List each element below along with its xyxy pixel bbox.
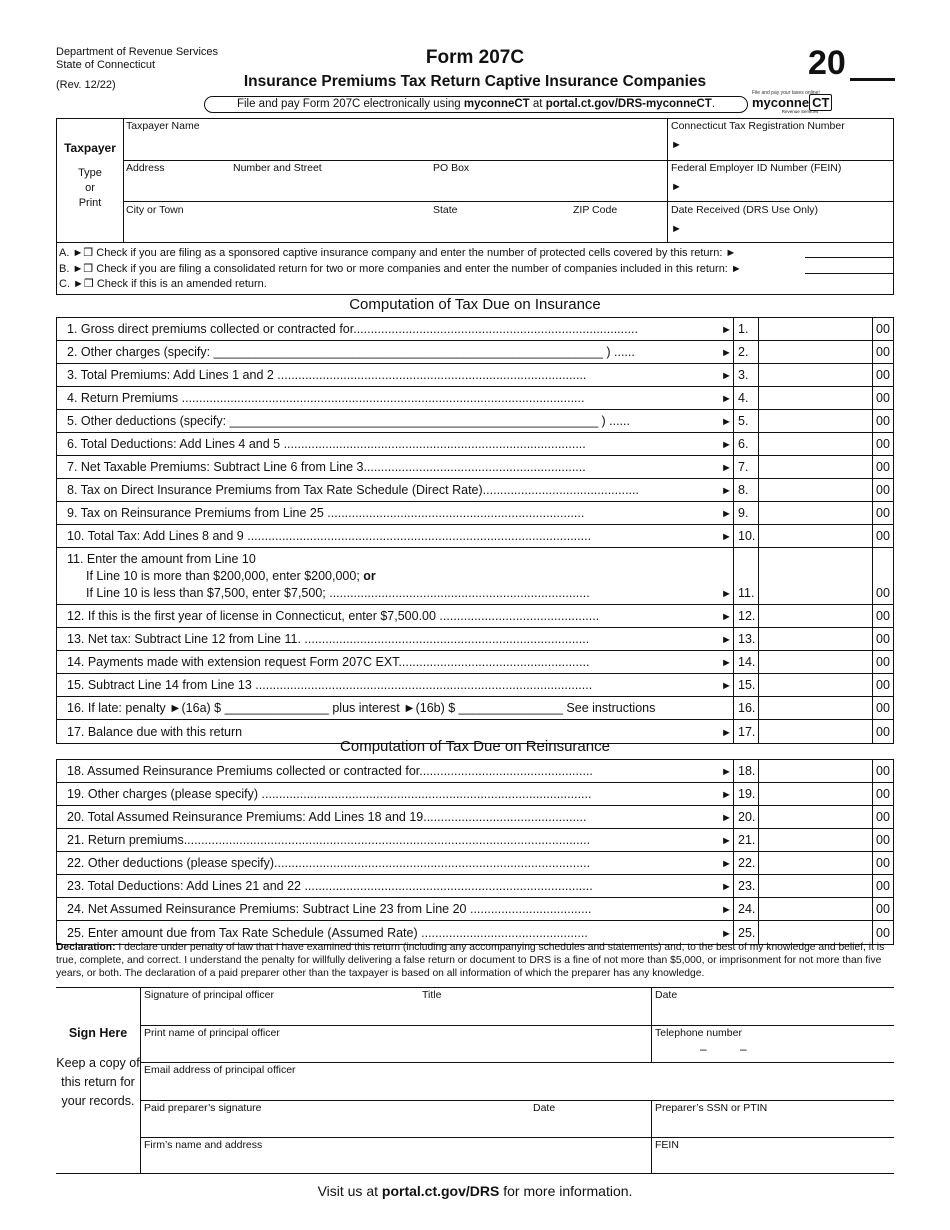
logo-ct: CT [809,94,832,111]
table-row [57,605,893,628]
cents-field[interactable]: 00 [876,655,890,669]
table-row [57,525,893,548]
po-box-label: PO Box [433,162,470,174]
line-arrow: ► [721,881,732,893]
city-label: City or Town [126,204,184,216]
line-number-cell [733,898,759,920]
line-number-cell [733,456,759,478]
table-row [57,387,893,410]
line-number: 16. [738,701,756,715]
line-number-cell [733,605,759,627]
cents-field[interactable]: 00 [876,701,890,715]
myconnect-logo [752,90,848,114]
taxpayer-info-box [56,118,894,243]
line-arrow: ► [721,588,732,600]
table-row [57,628,893,651]
line-number: 20. [738,810,756,824]
officer-date-field[interactable] [651,988,894,1025]
filing-checkboxes [56,243,894,295]
amount-field[interactable] [759,364,873,386]
print-name-field[interactable] [140,1025,651,1062]
line-description: 22. Other deductions (please specify)........................................................................................... [67,856,591,870]
declaration-label: Declaration: [56,942,116,953]
efile-period: . [711,98,716,110]
line-description: 24. Net Assumed Reinsurance Premiums: Subtract Line 23 from Line 20 ................................... [67,902,592,916]
line-number-cell [733,829,759,851]
cents-field[interactable]: 00 [876,483,890,497]
declaration [56,941,896,980]
line-arrow: ► [721,416,732,428]
state-name: State of Connecticut [56,59,156,71]
line-number-cell [733,674,759,696]
section-insurance-title: Computation of Tax Due on Insurance [349,296,601,313]
taxpayer-side-or: or [85,182,95,194]
line-arrow: ► [721,634,732,646]
line-arrow: ► [721,680,732,692]
line-description: 10. Total Tax: Add Lines 8 and 9 ................................................................................................... [67,529,592,543]
line-arrow: ► [721,766,732,778]
line-number-cell [733,651,759,673]
officer-signature-label: Signature of principal officer [144,989,274,1001]
amount-field[interactable] [759,783,873,805]
line-number-cell [733,341,759,363]
email-label: Email address of principal officer [144,1064,296,1076]
cents-field[interactable]: 00 [876,856,890,870]
footer [0,1183,950,1199]
cents-field[interactable]: 00 [876,414,890,428]
firm-field[interactable] [140,1137,651,1174]
email-field[interactable] [140,1062,894,1100]
amount-field[interactable] [759,806,873,828]
footer-text-end: for more information. [499,1183,633,1199]
line-description: 25. Enter amount due from Tax Rate Schedule (Assumed Rate) ................................................ [67,926,588,940]
cents-field[interactable]: 00 [876,345,890,359]
tax-year-field[interactable] [850,78,895,81]
line-number-cell [733,548,759,604]
line-number: 21. [738,833,756,847]
line-description: 13. Net tax: Subtract Line 12 from Line 11. .................................................................................. [67,632,590,646]
preparer-date-label: Date [533,1102,556,1114]
table-row [57,456,893,479]
table-row [57,410,893,433]
amount-field[interactable] [759,875,873,897]
officer-title-label: Title [422,989,442,1001]
line-number-cell [733,387,759,409]
cents-field[interactable]: 00 [876,725,890,739]
line-number: 2. [738,345,749,359]
line-number: 9. [738,506,749,520]
officer-signature-field[interactable] [140,988,651,1025]
amount-field[interactable] [759,605,873,627]
line-arrow: ► [721,393,732,405]
line-description: 12. If this is the first year of license in Connecticut, enter $7,500.00 .............................................. [67,609,600,623]
preparer-signature-field[interactable] [140,1100,651,1137]
cents-field[interactable]: 00 [876,926,890,940]
taxpayer-name-field[interactable] [123,119,667,160]
logo-word: myconne [752,95,810,110]
firm-label: Firm’s name and address [144,1139,263,1151]
table-row [57,341,893,364]
companies-count-field[interactable] [805,264,893,274]
ct-reg-number-label: Connecticut Tax Registration Number [671,120,845,132]
line-number: 1. [738,322,749,336]
amount-field[interactable] [759,341,873,363]
amount-field[interactable] [759,548,873,604]
taxpayer-side-title: Taxpayer [64,141,116,155]
line-number: 14. [738,655,756,669]
line-arrow: ► [721,531,732,543]
line-number: 25. [738,926,756,940]
form-subtitle: Insurance Premiums Tax Return Captive Insurance Companies [243,73,707,90]
line-description: 8. Tax on Direct Insurance Premiums from Tax Rate Schedule (Direct Rate)............................................. [67,483,639,497]
line-number: 15. [738,678,756,692]
line-number: 23. [738,879,756,893]
line-description: 16. If late: penalty ►(16a) $ _______________ plus interest ►(16b) $ _______________ See instructions [67,701,656,715]
checkbox-sponsored[interactable]: A. ►❒ Check if you are filing as a sponsored captive insurance company and enter the number of protected cells covered by this return: ► [59,247,737,259]
cents-field[interactable]: 00 [876,460,890,474]
taxpayer-side-print: Print [78,197,102,209]
line-arrow: ► [721,439,732,451]
cents-field[interactable]: 00 [876,506,890,520]
line-number: 17. [738,725,756,739]
insurance-lines-table [56,317,894,744]
amount-field[interactable] [759,760,873,782]
line-number-cell [733,433,759,455]
line-description: 5. Other deductions (specify: _____________________________________________________ ) ...... [67,414,630,428]
cents-field[interactable]: 00 [876,810,890,824]
line-arrow: ► [721,904,732,916]
line-description: 1. Gross direct premiums collected or contracted for.................................................................................. [67,322,639,336]
line-number: 19. [738,787,756,801]
street-label: Number and Street [233,162,322,174]
line-11-or: or [363,569,376,583]
cents-field[interactable]: 00 [876,632,890,646]
table-row [57,697,893,720]
address-label: Address [126,162,165,174]
line-number: 13. [738,632,756,646]
line-description: 2. Other charges (specify: ________________________________________________________ ) ...... [67,345,635,359]
line-description: 17. Balance due with this return [67,725,243,739]
section-reinsurance-title: Computation of Tax Due on Reinsurance [340,738,610,755]
line-number: 8. [738,483,749,497]
cents-field[interactable]: 00 [876,529,890,543]
table-row [57,898,893,921]
table-row [57,479,893,502]
line-arrow: ► [721,485,732,497]
line-description: 3. Total Premiums: Add Lines 1 and 2 ......................................................................................... [67,368,587,382]
line-description: 7. Net Taxable Premiums: Subtract Line 6 from Line 3................................................................ [67,460,586,474]
efile-url[interactable]: portal.ct.gov/DRS-myconneCT [545,98,712,110]
cents-field[interactable]: 00 [876,437,890,451]
state-label: State [433,204,458,216]
cents-field[interactable]: 00 [876,609,890,623]
line-number: 22. [738,856,756,870]
telephone-field[interactable]: – – [700,1042,747,1056]
amount-field[interactable] [759,456,873,478]
form-title: Form 207C [425,47,525,68]
efile-text: File and pay Form 207C electronically using [236,98,464,110]
line-number: 24. [738,902,756,916]
amount-field[interactable] [759,898,873,920]
amount-field[interactable] [759,433,873,455]
reinsurance-lines-table [56,759,894,945]
cents-field[interactable]: 00 [876,368,890,382]
line-11-description [67,551,723,602]
line-description: 9. Tax on Reinsurance Premiums from Line 25 .......................................................................... [67,506,585,520]
table-row [57,548,893,605]
declaration-text: I declare under penalty of law that I have examined this return (including any accompanying schedules and statements) and, to the best of my knowledge and belief, it is true, complete, and correct. I understand the penalty for willfully delivering a false return or document to DRS is a fine of not more than $5,000, or imprisonment for not more than five years, or both. The declaration of a paid preparer other than the taxpayer is based on all information of which the preparer has any knowledge. [56,942,885,979]
checkbox-amended[interactable]: C. ►❒ Check if this is an amended return. [59,278,267,290]
line-number-cell [733,783,759,805]
signature-box [56,987,894,1174]
line-arrow: ► [721,324,732,336]
line-arrow: ► [721,462,732,474]
line-number-cell [733,318,759,340]
officer-date-label: Date [655,989,678,1001]
preparer-ssn-label: Preparer’s SSN or PTIN [655,1102,768,1114]
line-description: 20. Total Assumed Reinsurance Premiums: Add Lines 18 and 19............................................... [67,810,587,824]
line-number-cell [733,479,759,501]
line-number: 10. [738,529,756,543]
line-arrow: ► [721,858,732,870]
cents-field[interactable]: 00 [876,902,890,916]
amount-field[interactable] [759,479,873,501]
amount-field[interactable] [759,852,873,874]
line-number-cell [733,525,759,547]
amount-field[interactable] [759,628,873,650]
line-number: 4. [738,391,749,405]
line-description: 15. Subtract Line 14 from Line 13 ................................................................................................. [67,678,593,692]
footer-text: Visit us at [317,1183,382,1199]
line-number-cell [733,628,759,650]
checkbox-consolidated[interactable]: B. ►❒ Check if you are filing a consolidated return for two or more companies and enter the number of companies included in this return: ► [59,263,742,275]
telephone-label: Telephone number [655,1027,742,1039]
cents-field[interactable]: 00 [876,833,890,847]
efile-notice [204,96,748,113]
line-arrow: ► [721,657,732,669]
amount-field[interactable] [759,697,873,719]
line-description: 18. Assumed Reinsurance Premiums collected or contracted for.................................................. [67,764,593,778]
amount-field[interactable] [759,651,873,673]
amount-field[interactable] [759,318,873,340]
line-number-cell [733,806,759,828]
table-row [57,852,893,875]
taxpayer-side-type: Type [78,167,102,179]
line-number: 7. [738,460,749,474]
table-row [57,829,893,852]
line-arrow: ► [721,370,732,382]
amount-field[interactable] [759,525,873,547]
preparer-signature-label: Paid preparer’s signature [144,1102,262,1114]
keep-copy-note: Keep a copy of this return for your records. [56,1056,140,1108]
print-name-label: Print name of principal officer [144,1027,280,1039]
table-row [57,760,893,783]
table-row [57,651,893,674]
firm-fein-field[interactable] [651,1137,894,1174]
city-state-zip-field[interactable] [123,201,667,242]
cents-field[interactable]: 00 [876,586,890,600]
table-row [57,364,893,387]
date-received-field: ► [671,223,682,235]
line-number: 6. [738,437,749,451]
table-row [57,806,893,829]
cents-field[interactable]: 00 [876,391,890,405]
line-number-cell [733,875,759,897]
line-description: 6. Total Deductions: Add Lines 4 and 5 ....................................................................................... [67,437,586,451]
line-number: 3. [738,368,749,382]
line-description: 14. Payments made with extension request Form 207C EXT....................................................... [67,655,590,669]
cents-field[interactable]: 00 [876,879,890,893]
footer-url[interactable]: portal.ct.gov/DRS [381,1183,500,1199]
line-number-cell [733,410,759,432]
cents-field[interactable]: 00 [876,764,890,778]
firm-fein-label: FEIN [655,1139,679,1151]
efile-text-at: at [529,98,546,110]
line-description: 21. Return premiums..................................................................................................................... [67,833,591,847]
line-number-cell [733,364,759,386]
line-11-text-1: 11. Enter the amount from Line 10 [67,552,256,566]
line-number-cell [733,760,759,782]
address-field[interactable] [123,160,667,201]
line-arrow: ► [721,789,732,801]
fein-label: Federal Employer ID Number (FEIN) [671,162,842,174]
line-number-cell [733,697,759,719]
amount-field[interactable] [759,829,873,851]
date-received-label: Date Received (DRS Use Only) [671,204,819,216]
amount-field[interactable] [759,410,873,432]
table-row [57,875,893,898]
amount-field[interactable] [759,387,873,409]
department-name: Department of Revenue Services [56,46,219,58]
amount-field[interactable] [759,502,873,524]
line-description: 19. Other charges (please specify) ............................................................................................... [67,787,592,801]
cents-field[interactable]: 00 [876,787,890,801]
efile-brand: myconneCT [463,98,530,110]
line-number: 12. [738,609,756,623]
table-row [57,674,893,697]
zip-label: ZIP Code [573,204,618,216]
table-row [57,783,893,806]
line-11-text-2a: If Line 10 is more than $200,000, enter $200,000; [86,569,364,583]
fein-field[interactable]: ► [671,181,682,193]
line-arrow: ► [721,347,732,359]
line-description: 4. Return Premiums .................................................................................................................... [67,391,585,405]
line-number-cell [733,502,759,524]
line-description: 23. Total Deductions: Add Lines 21 and 22 ................................................................................... [67,879,593,893]
taxpayer-name-label: Taxpayer Name [126,120,200,132]
line-number: 11. [738,586,755,600]
table-row [57,502,893,525]
table-row [57,433,893,456]
line-number: 18. [738,764,756,778]
line-arrow: ► [721,835,732,847]
line-11-text-2 [67,568,723,585]
sign-here-label: Sign Here [68,1026,128,1040]
amount-field[interactable] [759,674,873,696]
logo-tagline: File and pay your taxes online! [752,90,820,96]
logo-subtitle: Revenue Services [781,109,819,114]
line-arrow: ► [721,727,732,739]
line-arrow: ► [721,611,732,623]
line-arrow: ► [721,812,732,824]
line-arrow: ► [721,508,732,520]
cents-field[interactable]: 00 [876,322,890,336]
line-arrow: ► [721,928,732,940]
tax-year: 20 [808,44,846,82]
line-number-cell [733,852,759,874]
cents-field[interactable]: 00 [876,678,890,692]
table-row [57,318,893,341]
preparer-ssn-field[interactable] [651,1100,894,1137]
ct-reg-number-field[interactable]: ► [671,139,682,151]
revision-date: (Rev. 12/22) [56,79,116,91]
protected-cells-field[interactable] [805,248,893,258]
line-number: 5. [738,414,749,428]
line-11-text-3: If Line 10 is less than $7,500, enter $7,500; ........................................................................... [86,586,590,600]
